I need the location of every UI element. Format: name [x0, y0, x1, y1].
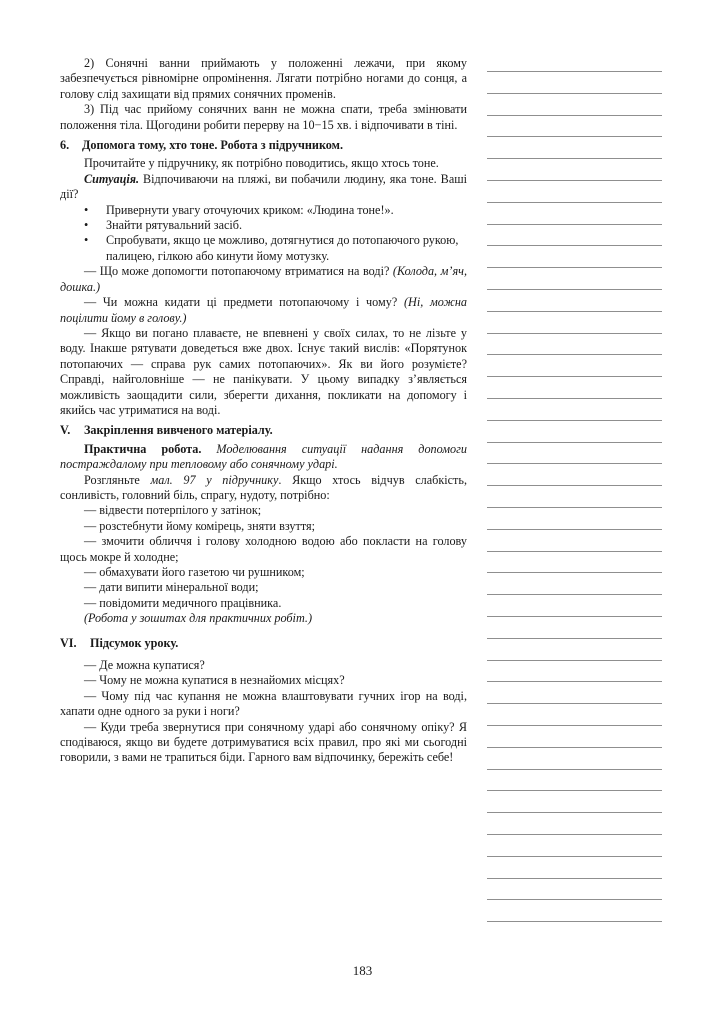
- ruled-line: [487, 376, 662, 377]
- ruled-line: [487, 245, 662, 246]
- bullet-list: [60, 203, 467, 265]
- ruled-line: [487, 507, 662, 508]
- paragraph-situation: [60, 172, 467, 203]
- question-text: — Що може допомогти потопаючому втриматися на воді?: [84, 264, 390, 279]
- ruled-line: [487, 921, 662, 922]
- ruled-line: [487, 899, 662, 900]
- ruled-line: [487, 834, 662, 835]
- ruled-line: [487, 485, 662, 486]
- ruled-line: [487, 747, 662, 748]
- ruled-line: [487, 529, 662, 530]
- step-item: — повідомити медичного працівника.: [84, 595, 282, 610]
- ruled-line: [487, 463, 662, 464]
- section-heading-v: [60, 423, 467, 438]
- section-number: V.: [60, 423, 71, 438]
- notes-ruled-lines: [487, 71, 662, 931]
- section-heading-6: [60, 138, 467, 153]
- ruled-line: [487, 158, 662, 159]
- ruled-line: [487, 224, 662, 225]
- section-number: 6.: [60, 138, 70, 153]
- situation-label: Ситуація.: [84, 171, 140, 186]
- ruled-line: [487, 681, 662, 682]
- question-2: [60, 295, 467, 326]
- ruled-line: [487, 71, 662, 72]
- ruled-line: [487, 354, 662, 355]
- ruled-line: [487, 398, 662, 399]
- ruled-line: [487, 442, 662, 443]
- look-post: . Якщо хтось відчув слабкість, сонливість, головний біль, спрагу, нудоту, потрібно:: [60, 472, 467, 502]
- page-number: 183: [352, 963, 373, 978]
- ruled-line: [487, 878, 662, 879]
- ruled-line: [487, 812, 662, 813]
- look-pre: Розгляньте: [84, 472, 151, 487]
- paragraph-intro: Прочитайте у підручнику, як потрібно поводитись, якщо хтось тоне.: [84, 156, 439, 171]
- ruled-line: [487, 703, 662, 704]
- ruled-line: [487, 856, 662, 857]
- note-text: (Робота у зошитах для практичних робіт.): [84, 611, 313, 626]
- main-text-column: [60, 56, 467, 766]
- paragraph-sun-bath-3: 3) Під час прийому сонячних ванн не можна спати, треба змінювати положення тіла. Щогодини робити перерву на 10−15 хв. і відпочивати в тіні.: [60, 102, 467, 132]
- section-heading-vi: [60, 636, 467, 651]
- ruled-line: [487, 333, 662, 334]
- situation-text: Відпочиваючи на пляжі, ви побачили людину, яка тоне. Ваші дії?: [60, 171, 467, 202]
- paragraph-look: [60, 473, 467, 504]
- ruled-line: [487, 311, 662, 312]
- ruled-line: [487, 769, 662, 770]
- section-title: Допомога тому, хто тоне. Робота з підручником.: [82, 138, 344, 153]
- step-item: — обмахувати його газетою чи рушником;: [84, 565, 305, 579]
- ruled-line: [487, 790, 662, 791]
- ruled-line: [487, 660, 662, 661]
- question-text: — Чи можна кидати ці предмети потопаючому і чому?: [84, 295, 398, 310]
- summary-line: — Чому не можна купатися в незнайомих місцях?: [84, 673, 345, 688]
- answer-text: (Ні, можна поцілити йому в голову.): [60, 295, 467, 325]
- ruled-line: [487, 572, 662, 573]
- summary-line: — Де можна купатися?: [84, 658, 205, 673]
- list-item: • Знайти рятувальний засіб.: [84, 218, 467, 233]
- ruled-line: [487, 267, 662, 268]
- ruled-line: [487, 551, 662, 552]
- list-item: • Спробувати, якщо це можливо, дотягнутися до потопаючого рукою, палицею, гілкою або кинути йому мотузку.: [84, 233, 467, 264]
- ruled-line: [487, 115, 662, 116]
- figure-reference: мал. 97 у підручнику: [150, 472, 279, 487]
- step-item: — змочити обличчя і голову холодною водою або покласти на голову щось мокре й холодне;: [60, 534, 467, 564]
- ruled-line: [487, 594, 662, 595]
- practical-text: Моделювання ситуації надання допомоги постраждалому при тепловому або сонячному ударі.: [60, 441, 467, 472]
- ruled-line: [487, 420, 662, 421]
- ruled-line: [487, 289, 662, 290]
- summary-line: — Куди треба звернутися при сонячному ударі або сонячному опіку? Я сподіваюся, якщо ви будете дотримуватися всіх правил, про які ми сьогодні говорили, з вами не трапиться біди. Гарного вам відпочинку, бережіть себе!: [60, 719, 467, 765]
- ruled-line: [487, 180, 662, 181]
- answer-text: (Колода, м’яч, дошка.): [60, 264, 467, 294]
- section-title: Підсумок уроку.: [90, 635, 179, 650]
- section-title: Закріплення вивченого матеріалу.: [84, 423, 273, 438]
- ruled-line: [487, 725, 662, 726]
- practical-label: Практична робота.: [84, 441, 202, 456]
- summary-line: — Чому під час купання не можна влаштовувати гучних ігор на воді, хапати одне одного за руки і ноги?: [60, 688, 467, 719]
- ruled-line: [487, 136, 662, 137]
- paragraph-practical: [60, 442, 467, 473]
- step-item: — відвести потерпілого у затінок;: [84, 503, 262, 518]
- ruled-line: [487, 93, 662, 94]
- section-number: VI.: [60, 635, 77, 650]
- paragraph-advice: — Якщо ви погано плаваєте, не впевнені у своїх силах, то не лізьте у воду. Інакше рятувати доведеться вже двох. Існує такий вислів: «Порятунок потопаючих — справа рук самих потопаючих». Як ви його розумієте? Справді, найголовніше — не панікувати. У цьому випадку з’являється можливість заощадити сили, зберегти дихання, покликати на допомогу і якийсь час утриматися на воді.: [60, 325, 467, 417]
- ruled-line: [487, 638, 662, 639]
- ruled-line: [487, 202, 662, 203]
- step-item: — дати випити мінеральної води;: [84, 580, 259, 595]
- ruled-line: [487, 616, 662, 617]
- paragraph-sun-bath-2: 2) Сонячні ванни приймають у положенні лежачи, при якому забезпечується рівномірне опромінення. Лягати потрібно ногами до сонця, а голову слід захищати від прямих сонячних променів.: [60, 56, 467, 101]
- question-1: [60, 264, 467, 295]
- list-item: • Привернути увагу оточуючих криком: «Людина тоне!».: [84, 203, 467, 218]
- step-item: — розстебнути йому комірець, зняти взуття;: [84, 518, 315, 533]
